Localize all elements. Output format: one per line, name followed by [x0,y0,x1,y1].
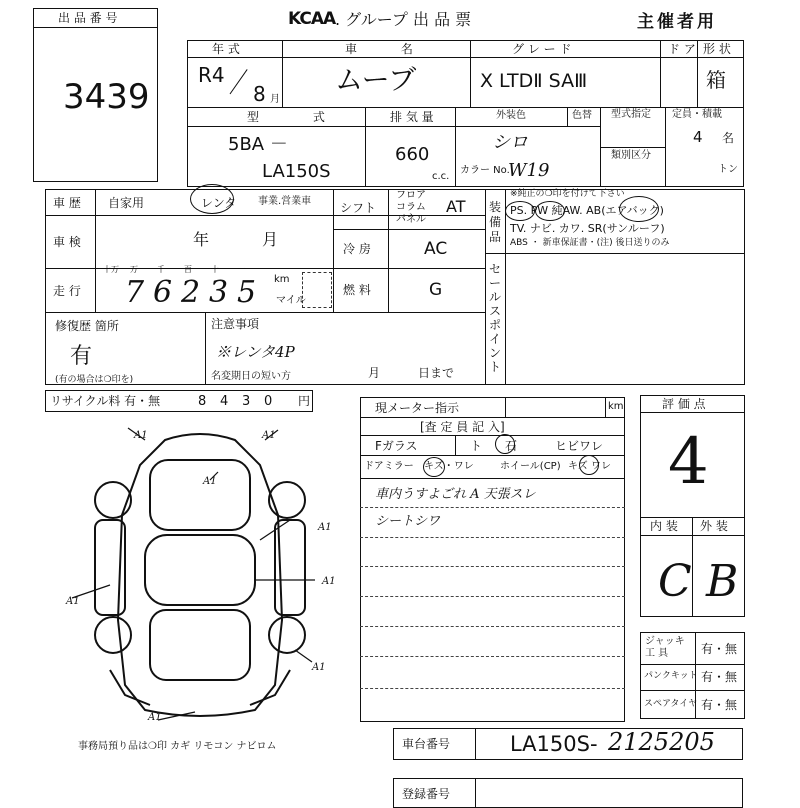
sales-point-label: セールスポイント [489,262,502,374]
color-no-value: W19 [508,160,550,181]
displacement-label: 排 気 量 [390,110,434,124]
spare-label: スペアタイヤ [644,699,698,709]
recycle-unit: 円 [298,394,311,408]
exterior-color-value: シロ [492,132,528,153]
inspection-month: 月 [262,230,279,249]
puncture-options: 有・無 [701,670,738,684]
category-label: 類別区分 [611,150,651,161]
exterior-label: 外 装 [700,519,728,533]
wheel-rl [95,617,131,653]
mirror-options: キズ・ワレ [424,461,474,472]
mileage-unit-label: 百 [184,265,192,274]
ac-label: 冷 房 [343,242,371,256]
pw-circle [535,201,565,221]
repair-label: 修復歴 箇所 [55,319,119,333]
mileage-digit: 5 [237,275,257,310]
hood-panel [150,460,250,530]
shift-value: AT [446,197,466,216]
glass-label: Fガラス [375,439,418,453]
equipment-line3: ABS ・ 新車保証書・(注) 後日送りのみ [510,238,670,248]
wheel-rr [269,617,305,653]
exterior-grade: B [706,556,739,607]
equipment-line2: TV. ナビ. カワ. SR(サンルーフ) [510,222,665,235]
inspector-label: [査 定 員 記 入] [420,420,505,434]
diagram-footnote: 事務局預り品は❍印 カギ リモコン ナビロム [78,741,277,752]
equipment-line1: PS. PW 純AW. AB(エアバック) [510,204,664,217]
chassis-label: 車台番号 [402,737,451,751]
brand-logo: KCAA [288,9,336,29]
name-label: 車 名 [345,42,433,56]
mileage-label: 走 行 [53,284,81,298]
fuel-value: G [429,280,443,300]
wheel-options: キズ ワレ [568,461,611,472]
form-title: . グループ 出 品 票 [335,10,472,29]
caution-value: ※レンタ4P [216,343,295,361]
inspection-year: 年 [193,230,210,249]
recycle-digit: 8 [198,394,207,409]
inspection-note-1: 車内うすよごれ A 天張スレ [375,487,536,502]
model-value: LA150S [262,161,331,182]
capacity-label: 定員・積載 [672,109,722,120]
jack-options: 有・無 [701,642,738,656]
mark-a1-5: A1 [322,576,336,587]
color-no-label: カラー No. [460,165,510,176]
car-body-outline [118,434,282,716]
mark-a1-6: A1 [66,596,80,607]
mileage-unit-label: 十 [211,265,219,274]
vehicle-name: ムーブ [335,63,417,96]
capacity-value: 4 [693,128,703,146]
ton-unit: トン [718,164,738,175]
mileage-unit-label: 一 [238,265,246,274]
model-designation-label: 型式指定 [611,109,651,120]
cc-unit: c.c. [432,171,450,182]
inspection-note-2: シートシワ [375,514,441,529]
shift-panel: パネル [396,214,426,225]
grade-label: 評 価 点 [662,397,706,411]
model-prefix: 5BA － [228,134,288,155]
overall-grade: 4 [668,425,709,499]
equipment-label: 装 備 品 [489,200,502,244]
jack-label: ジャッキ 工 具 [645,636,685,659]
interior-grade: C [658,556,692,607]
shift-column: コラム [396,202,426,213]
history-rental: レンタ [201,196,237,210]
spare-options: 有・無 [701,698,738,712]
mileage-unit-label: 千 [157,265,165,274]
body-type-label: 形 状 [703,42,731,56]
glass-opt-crack: ヒビワレ [555,439,604,453]
registration-label: 登録番号 [402,787,451,801]
recycle-label: リサイクル料 有・無 [50,394,161,408]
grade-value: X LTDⅡ SAⅢ [480,70,588,92]
shift-floor: フロア [396,190,426,201]
caution-label: 注意事項 [211,317,260,331]
mileage-digit: 7 [125,275,145,310]
history-private: 自家用 [108,196,145,210]
wheel-fl [95,482,131,518]
recycle-digit: 3 [242,394,251,409]
chassis-prefix: LA150S- [510,732,598,756]
recycle-digit: 4 [220,394,229,409]
mileage-digit: 2 [181,275,201,310]
mileage-unit-label: 十万 [103,265,119,274]
wheel-scratch-circle [579,455,599,475]
name-change-day: 日まで [418,366,455,380]
mileage-digit: 3 [209,275,229,310]
ac-value: AC [424,239,448,259]
color-change-label: 色替 [572,110,592,121]
glass-opt-stone: 石 [505,439,518,453]
meter-label: 現メーター指示 [375,401,460,415]
month-unit: 月 [270,94,280,105]
mark-a1-2: A1 [262,430,276,441]
lot-number: 3439 [63,77,150,117]
recycle-digit: 0 [264,394,273,409]
model-label: 型 式 [247,110,350,124]
grade-label: グ レ ー ド [512,42,572,56]
mirror-scratch-circle [423,457,445,477]
mark-a1-8: A1 [148,712,162,723]
ab-circle [619,196,659,222]
body-type-value: 箱 [706,68,726,92]
year-value: R4 [198,63,225,87]
year-label: 年 式 [212,42,240,56]
doors-label: ド ア [668,42,696,56]
km-unit: km [274,274,290,285]
fuel-label: 燃 料 [343,283,371,297]
stone-circle [495,434,518,454]
wheel-fr [269,482,305,518]
interior-label: 内 装 [650,519,678,533]
mileage-unit-label: 万 [130,265,138,274]
meter-km: km [608,401,624,412]
capacity-unit: 名 [722,131,735,145]
mile-box [302,272,332,308]
lot-label: 出 品 番 号 [58,11,118,25]
glass-opt-to: ト [470,439,483,453]
repair-note: (有の場合は❍印を) [55,375,134,385]
shift-label: シフト [340,201,377,215]
inspection-label: 車 検 [53,235,81,249]
mirror-label: ドアミラー [364,461,414,472]
month-value: 8 [253,82,266,106]
name-change-month: 月 [368,366,381,380]
mileage-digit: 6 [153,275,173,310]
mark-a1-1: A1 [134,430,148,441]
exterior-color-label: 外装色 [496,110,526,121]
sponsor-label: 主催者用 [637,12,717,32]
mark-a1-4: A1 [318,522,332,533]
history-business: 事業.営業車 [258,196,312,207]
equipment-note: ※純正の❍印を付けて下さい [510,189,625,199]
displacement-value: 660 [395,144,430,165]
rear-panel [150,610,250,680]
mark-a1-3: A1 [203,476,217,487]
chassis-number: 2125205 [608,728,715,756]
puncture-label: パンクキット [644,671,698,681]
history-label: 車 歴 [53,196,81,210]
name-change-label: 名変期日の短い方 [211,371,291,382]
mile-unit: マイル [276,295,306,306]
wheel-label: ホイール(CP) [500,461,561,472]
mark-a1-7: A1 [312,662,326,673]
roof-panel [145,535,255,605]
ps-circle [505,201,535,221]
repair-value: 有 [70,344,93,369]
rental-circle [190,184,237,214]
car-diagram [50,420,350,740]
